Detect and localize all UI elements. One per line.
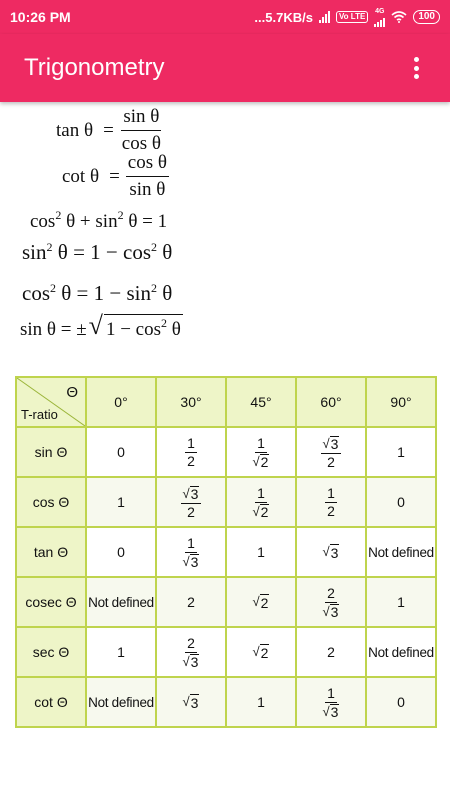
formula-cot: cot θ = $\frac{\text{cos θ}}{\text{sin θ}}$ — [62, 152, 167, 200]
table-row — [16, 577, 436, 627]
table-cell: 1 — [366, 427, 436, 477]
table-row — [16, 427, 436, 477]
table-row — [16, 527, 436, 577]
battery-icon: 100 — [413, 10, 440, 24]
formula-tan: tan θ = $\frac{\text{sin θ}}{\text{cos θ}}$ — [56, 106, 161, 154]
row-label: cot Θ — [16, 677, 86, 727]
table-header-row — [16, 377, 436, 427]
table-cell: √ 3 2 — [156, 477, 226, 527]
table-row — [16, 477, 436, 527]
table-cell: Not defined — [86, 577, 156, 627]
table-cell: 0 — [366, 677, 436, 727]
table-cell: 2 — [296, 627, 366, 677]
table-cell: 1 √ 2 — [226, 477, 296, 527]
identity-cos-squared: $\cos^2 \theta = 1 - \sin^2 \theta$ — [22, 281, 173, 305]
table-cell: √ 3 2 — [296, 427, 366, 477]
table-cell: 1 — [226, 527, 296, 577]
network-speed: ...5.7KB/s — [254, 9, 313, 25]
row-label: sec Θ — [16, 627, 86, 677]
table-cell: √ 2 — [226, 577, 296, 627]
table-cell: $\frac{1}{2}$ — [156, 427, 226, 477]
status-icons — [254, 8, 440, 27]
angle-header: 30° — [156, 377, 226, 427]
angle-header: 45° — [226, 377, 296, 427]
table-cell: 2 √ 3 — [296, 577, 366, 627]
network-type-label: 4G — [375, 7, 385, 15]
signal-4g-icon — [374, 8, 385, 27]
volte-icon: Vo LTE — [336, 11, 368, 23]
table-cell: √ 2 — [226, 627, 296, 677]
row-label: cos Θ — [16, 477, 86, 527]
status-time: 10:26 PM — [10, 9, 71, 25]
table-cell: √ 3 — [296, 527, 366, 577]
table-cell: √ 3 — [156, 677, 226, 727]
table-cell: 1 — [86, 477, 156, 527]
table-cell: Not defined — [366, 527, 436, 577]
row-label: cosec Θ — [16, 577, 86, 627]
table-cell: 1 — [86, 627, 156, 677]
table-cell: Not defined — [366, 627, 436, 677]
table-cell: 1 √ 3 — [156, 527, 226, 577]
table-row — [16, 677, 436, 727]
status-bar — [0, 0, 450, 34]
identity-sin-root: sin θ = ± √ $1 - \cos^2 \theta$ — [20, 311, 181, 340]
table-cell: Not defined — [86, 677, 156, 727]
table-cell: 2 √ 3 — [156, 627, 226, 677]
table-cell: 2 — [156, 577, 226, 627]
table-corner-cell: Θ T-ratio — [16, 377, 86, 427]
table-cell: 1 — [226, 677, 296, 727]
table-cell: 1 √ 2 — [226, 427, 296, 477]
row-label: sin Θ — [16, 427, 86, 477]
angle-header: 0° — [86, 377, 156, 427]
app-title: Trigonometry — [24, 54, 165, 81]
trig-ratio-table — [15, 376, 437, 728]
table-cell: 1 — [366, 577, 436, 627]
signal-icon — [319, 11, 330, 23]
table-cell: 0 — [86, 527, 156, 577]
row-label: tan Θ — [16, 527, 86, 577]
more-vert-icon[interactable] — [406, 54, 426, 82]
square-root-icon: √ $1 - \cos^2 \theta$ — [88, 311, 181, 340]
app-bar — [0, 34, 450, 102]
table-cell: 0 — [366, 477, 436, 527]
table-row — [16, 627, 436, 677]
table-cell: 1 √ 3 — [296, 677, 366, 727]
table-cell: $\frac{1}{2}$ — [296, 477, 366, 527]
identity-sin-squared: $\sin^2 \theta = 1 - \cos^2 \theta$ — [22, 240, 173, 264]
angle-header: 60° — [296, 377, 366, 427]
table-cell: 0 — [86, 427, 156, 477]
identity-pythagorean: $\cos^2 \theta + \sin^2 \theta = 1$ — [30, 208, 168, 232]
angle-header: 90° — [366, 377, 436, 427]
wifi-icon — [391, 11, 407, 23]
